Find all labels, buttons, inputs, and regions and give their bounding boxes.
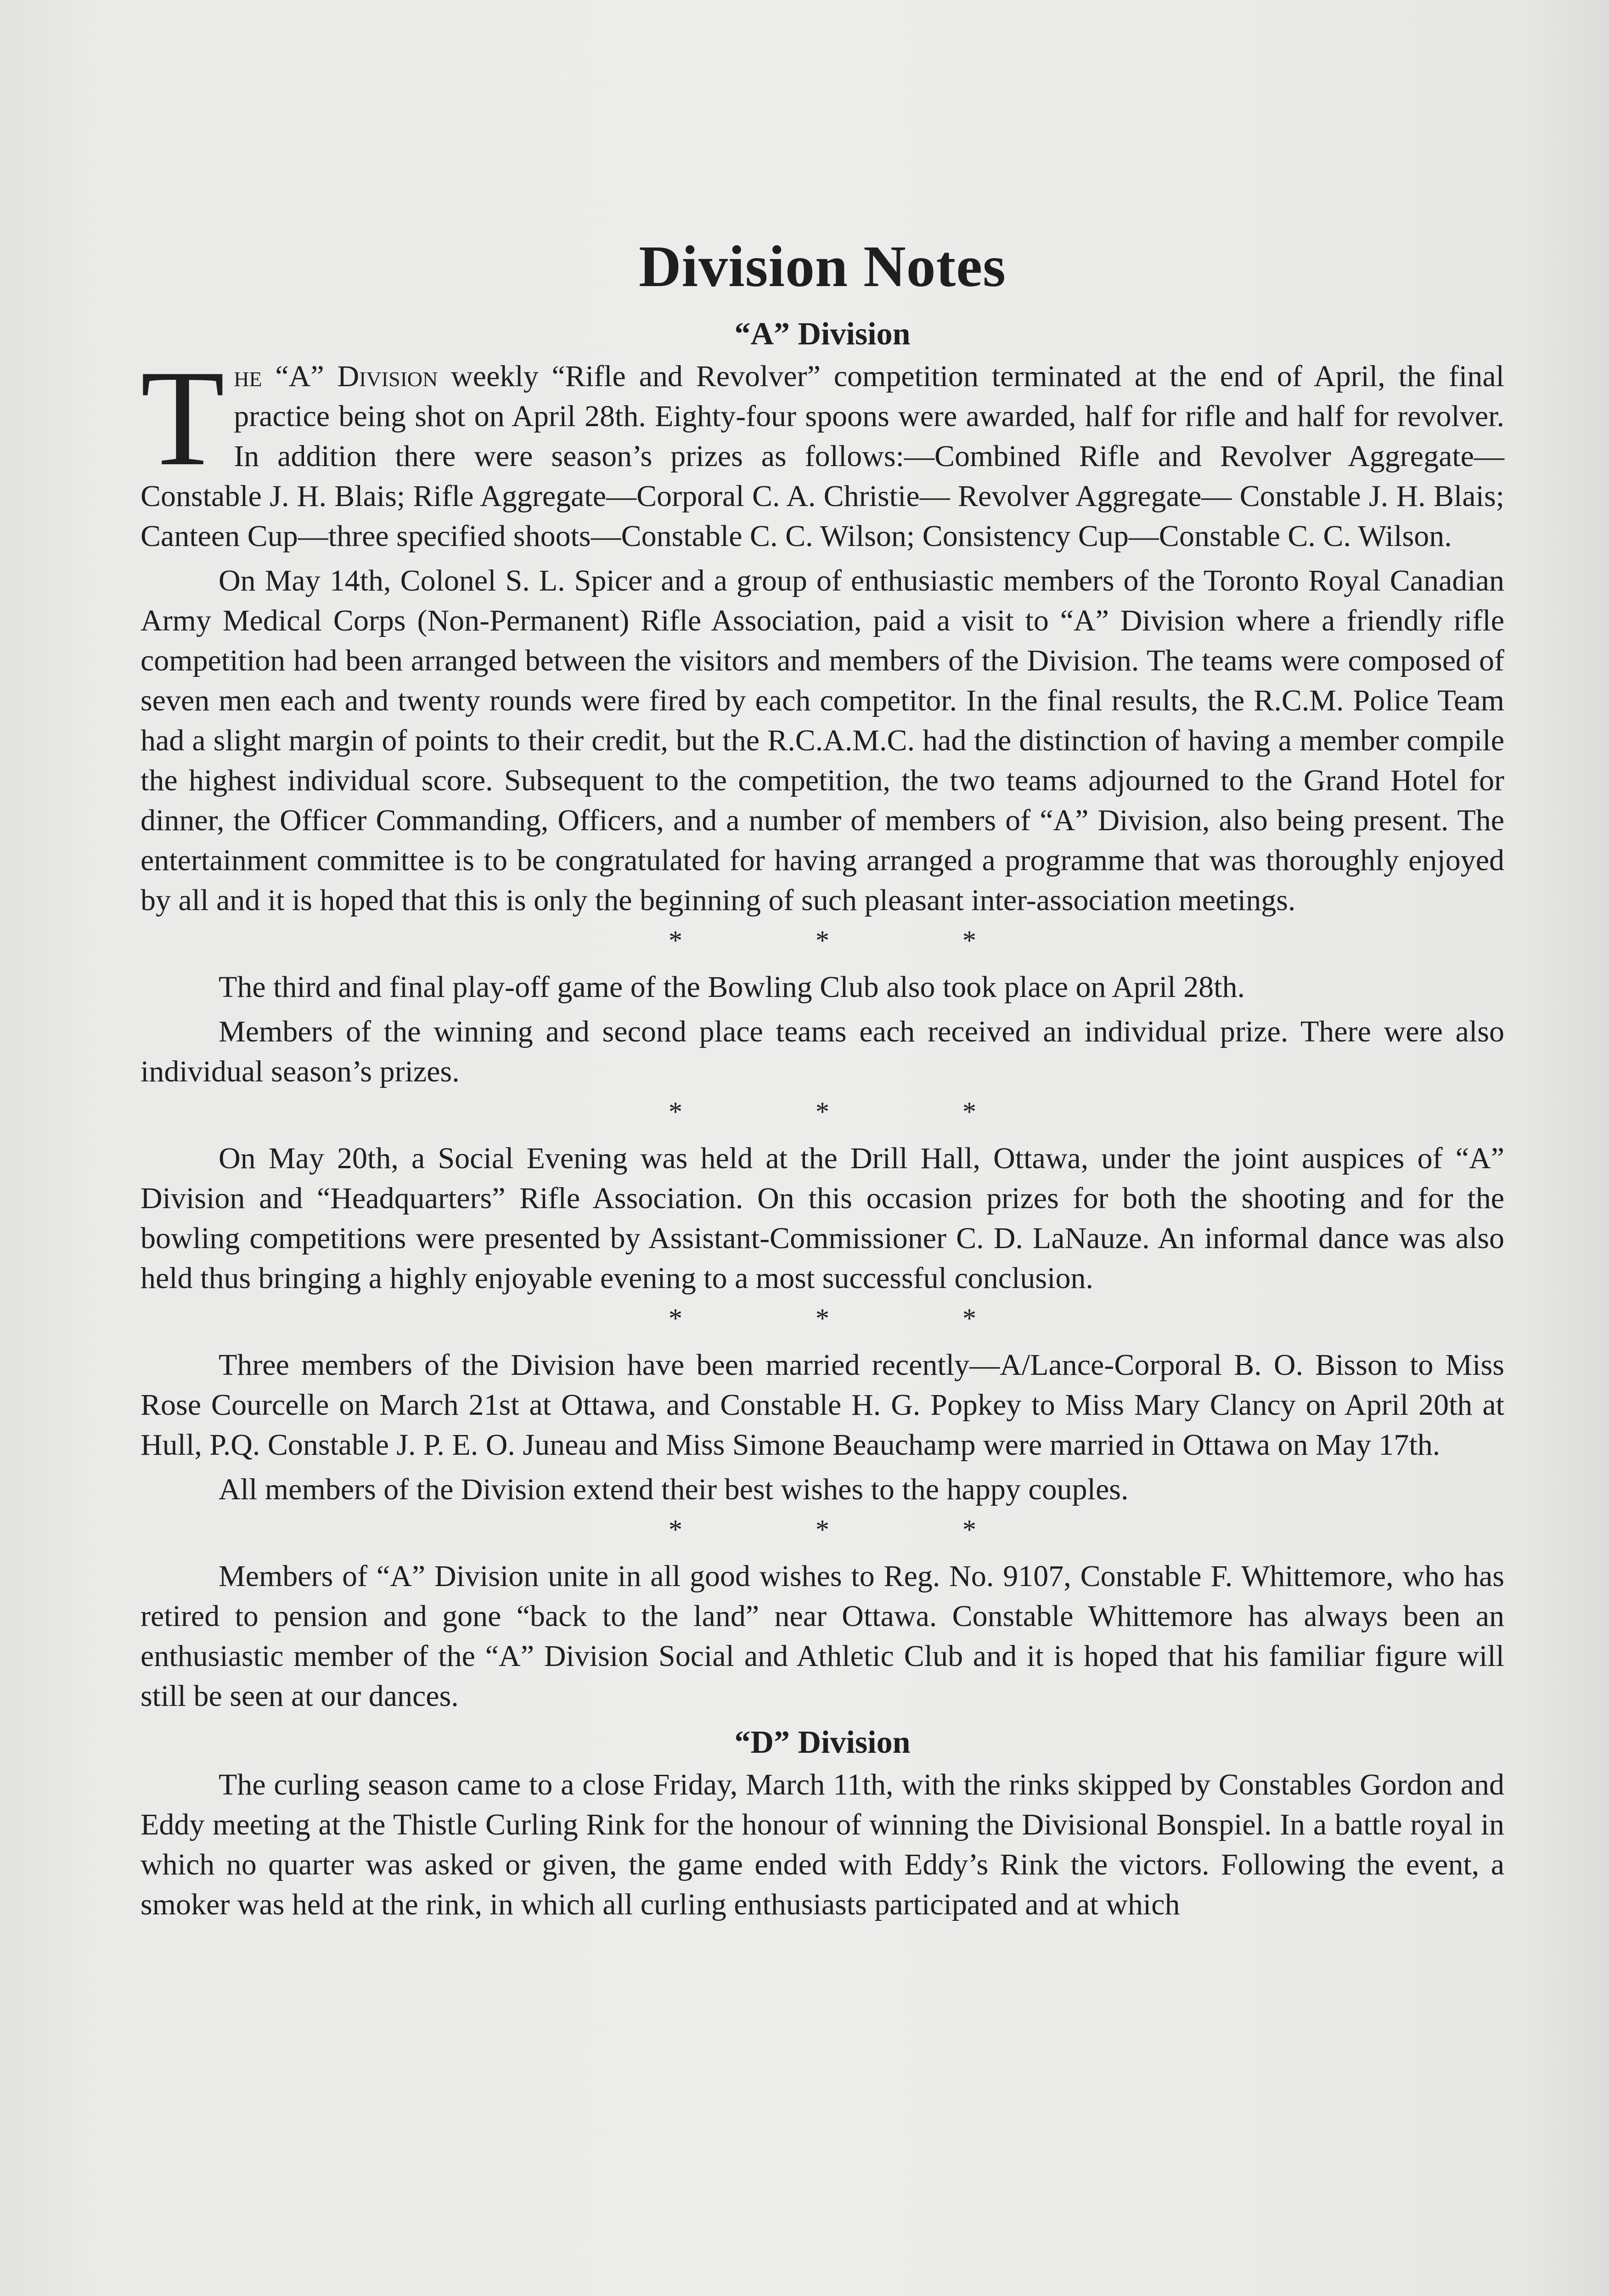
paragraph-a-5: On May 20th, a Social Evening was held at the Drill Hall, Ottawa, under the joint auspices of “A” Division and “Headquarters” Rifle Association. On this occasion prizes for both the shooting and for the bowling competitions were presented by Assistant-Commissioner C. D. LaNauze. An informal dance was also held thus bringing a highly enjoyable evening to a most successful conclusion. [141, 1142, 1504, 1295]
paragraph-a-4: Members of the winning and second place teams each received an individual prize. There were also individual season’s prizes. [141, 1015, 1504, 1088]
section-heading-d-division: “D” Division [734, 1725, 911, 1760]
separator-star: * [669, 1514, 682, 1545]
paragraph-a-1-text: weekly “Rifle and Revolver” competition terminated at the end of April, the final practice being shot on April 28th. Eighty-four spoons were awarded, half for rifle and half for revolver. In addition there were season’s prizes as follows:—Combined Rifle and Revolver Aggregate—Constable J. H. Blais; Rifle Aggregate—Corporal C. A. Christie— Revolver Aggregate— Constable J. H. Blais; Canteen Cup—three specified shoots—Constable C. C. Wilson; Consistency Cup—Constable C. C. Wilson. [141, 360, 1504, 553]
article-column [141, 230, 1504, 1925]
spacer [141, 1007, 1504, 1012]
separator-star: * [816, 1514, 829, 1545]
separator-star: * [816, 1303, 829, 1334]
separator-stars [141, 1511, 1504, 1553]
paragraph-a-1 [141, 342, 1504, 556]
separator-star: * [816, 925, 829, 956]
separator-star: * [962, 1303, 976, 1334]
separator-star: * [816, 1097, 829, 1127]
separator-star: * [962, 1514, 976, 1545]
separator-star: * [962, 1097, 976, 1127]
paragraph-a-8: Members of “A” Division unite in all good wishes to Reg. No. 9107, Constable F. Whittemore, who has retired to pension and gone “back to the land” near Ottawa. Constable Whittemore has always been an enthusiastic member of the “A” Division Social and Athletic Club and it is hoped that his familiar figure will still be seen at our dances. [141, 1559, 1504, 1713]
page-title: Division Notes [639, 234, 1006, 299]
opening-smallcaps: he [234, 360, 262, 393]
spacer [141, 1465, 1504, 1469]
separator-stars [141, 1093, 1504, 1135]
spacer [141, 556, 1504, 561]
separator-star: * [669, 925, 682, 956]
paragraph-a-3: The third and final play-off game of the Bowling Club also took place on April 28th. [219, 970, 1245, 1004]
separator-star: * [669, 1097, 682, 1127]
separator-star: * [962, 925, 976, 956]
paragraph-a-2: On May 14th, Colonel S. L. Spicer and a group of enthusiastic members of the Toronto Royal Canadian Army Medical Corps (Non-Permanent) Rifle Association, paid a visit to “A” Division where a friendly rifle competition had been arranged between the visitors and members of the Division. The teams were composed of seven men each and twenty rounds were fired by each competitor. In the final results, the R.C.M. Police Team had a slight margin of points to their credit, but the R.C.A.M.C. had the distinction of having a member compile the highest individual score. Subsequent to the competition, the two teams adjourned to the Grand Hotel for dinner, the Officer Commanding, Officers, and a number of members of “A” Division, also being present. The entertainment committee is to be congratulated for having arranged a programme that was thoroughly enjoyed by all and it is hoped that this is only the beginning of such pleasant inter-association meetings. [141, 564, 1504, 917]
separator-stars [141, 1300, 1504, 1341]
paragraph-a-6: Three members of the Division have been married recently—A/Lance-Corporal B. O. Bisson to Miss Rose Courcelle on March 21st at Ottawa, and Constable H. G. Popkey to Miss Mary Clancy on April 20th at Hull, P.Q. Constable J. P. E. O. Juneau and Miss Simone Beauchamp were married in Ottawa on May 17th. [141, 1348, 1504, 1462]
separator-stars [141, 922, 1504, 963]
paragraph-d-1: The curling season came to a close Friday, March 11th, with the rinks skipped by Constables Gordon and Eddy meeting at the Thistle Curling Rink for the honour of winning the Divisional Bonspiel. In a battle royal in which no quarter was asked or given, the game ended with Eddy’s Rink the victors. Following the event, a smoker was held at the rink, in which all curling enthusiasts participated and at which [141, 1768, 1504, 1921]
section-heading-a-division: “A” Division [734, 316, 911, 352]
separator-star: * [669, 1303, 682, 1334]
drop-cap: T [141, 342, 225, 494]
spacer [141, 1716, 1504, 1721]
opening-division-name: “A” Division [275, 360, 438, 393]
paragraph-a-7: All members of the Division extend their best wishes to the happy couples. [219, 1473, 1129, 1506]
